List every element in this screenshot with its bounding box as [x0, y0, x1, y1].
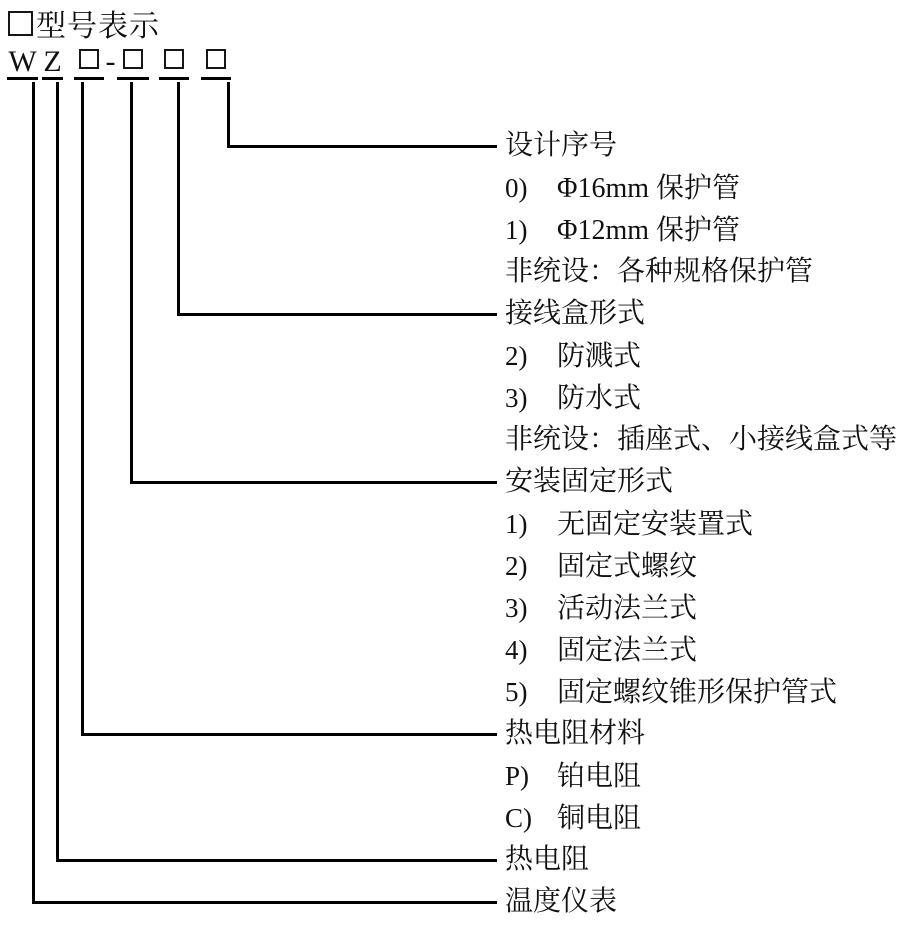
section-heading-rtd-material: 热电阻材料 [505, 718, 646, 749]
option-text: 固定法兰式 [557, 635, 698, 666]
option-text: Φ16mm 保护管 [557, 173, 741, 204]
option-row [505, 545, 913, 587]
option-num: C) [505, 803, 532, 833]
option-num: 3) [505, 383, 528, 413]
section-heading-mounting: 安装固定形式 [505, 466, 674, 497]
option-text: 防水式 [557, 383, 642, 414]
option-text: 活动法兰式 [557, 593, 698, 624]
option-num: 1) [505, 215, 528, 245]
leader-line-vertical-rtd [56, 82, 59, 862]
option-row [505, 797, 913, 839]
code-box-2 [117, 46, 149, 80]
section-heading-temp-instrument: 温度仪表 [505, 886, 618, 917]
option-row [505, 629, 913, 671]
box-placeholder-icon [79, 49, 99, 69]
code-box-1 [74, 46, 104, 80]
box-placeholder-icon [164, 49, 184, 69]
section-heading-rtd: 热电阻 [505, 844, 590, 875]
option-text: 铂电阻 [557, 761, 642, 792]
leader-line-horizontal-rtd [56, 859, 497, 862]
option-note [505, 251, 913, 293]
leader-line-vertical-design-serial [227, 82, 230, 148]
code-char-z: Z [43, 45, 62, 78]
option-num: 2) [505, 551, 528, 581]
leader-line-horizontal-temp-instrument [32, 901, 497, 904]
option-num: P) [505, 761, 530, 791]
leader-line-vertical-temp-instrument [32, 82, 35, 904]
option-row [505, 377, 913, 419]
option-text: 铜电阻 [557, 803, 642, 834]
option-note [505, 419, 913, 461]
leader-line-horizontal-junction-box [177, 313, 497, 316]
option-num: 2) [505, 341, 528, 371]
option-row [505, 587, 913, 629]
option-row [505, 503, 913, 545]
option-num: 1) [505, 509, 528, 539]
option-row [505, 671, 913, 713]
page-title-text: 型号表示 [36, 10, 160, 43]
option-num: 4) [505, 635, 528, 665]
box-placeholder-icon [8, 11, 33, 36]
code-box-3 [159, 46, 189, 80]
option-text: 防溅式 [557, 341, 642, 372]
option-text: 固定螺纹锥形保护管式 [557, 677, 838, 708]
box-placeholder-icon [123, 49, 143, 69]
option-row [505, 167, 913, 209]
code-dash: - [105, 45, 116, 78]
leader-line-vertical-junction-box [177, 82, 180, 316]
leader-line-horizontal-design-serial [227, 145, 497, 148]
option-text: 非统设：各种规格保护管 [505, 256, 814, 287]
option-row [505, 335, 913, 377]
option-num: 5) [505, 677, 528, 707]
code-box-4 [201, 46, 231, 80]
option-num: 0) [505, 173, 528, 203]
section-heading-design-serial: 设计序号 [505, 130, 618, 161]
legend-column [505, 125, 913, 923]
page-title [8, 6, 160, 43]
option-row [505, 755, 913, 797]
leader-line-vertical-mounting [130, 82, 133, 484]
option-text: 固定式螺纹 [557, 551, 698, 582]
leader-line-horizontal-mounting [130, 481, 497, 484]
leader-line-horizontal-rtd-material [81, 733, 497, 736]
option-row [505, 209, 913, 251]
section-heading-junction-box: 接线盒形式 [505, 298, 646, 329]
option-num: 3) [505, 593, 528, 623]
option-text: 非统设：插座式、小接线盒式等 [505, 424, 898, 455]
leader-line-vertical-rtd-material [81, 82, 84, 736]
option-text: 无固定安装置式 [557, 509, 754, 540]
code-char-w: W [8, 45, 37, 78]
box-placeholder-icon [206, 49, 226, 69]
option-text: Φ12mm 保护管 [557, 215, 741, 246]
